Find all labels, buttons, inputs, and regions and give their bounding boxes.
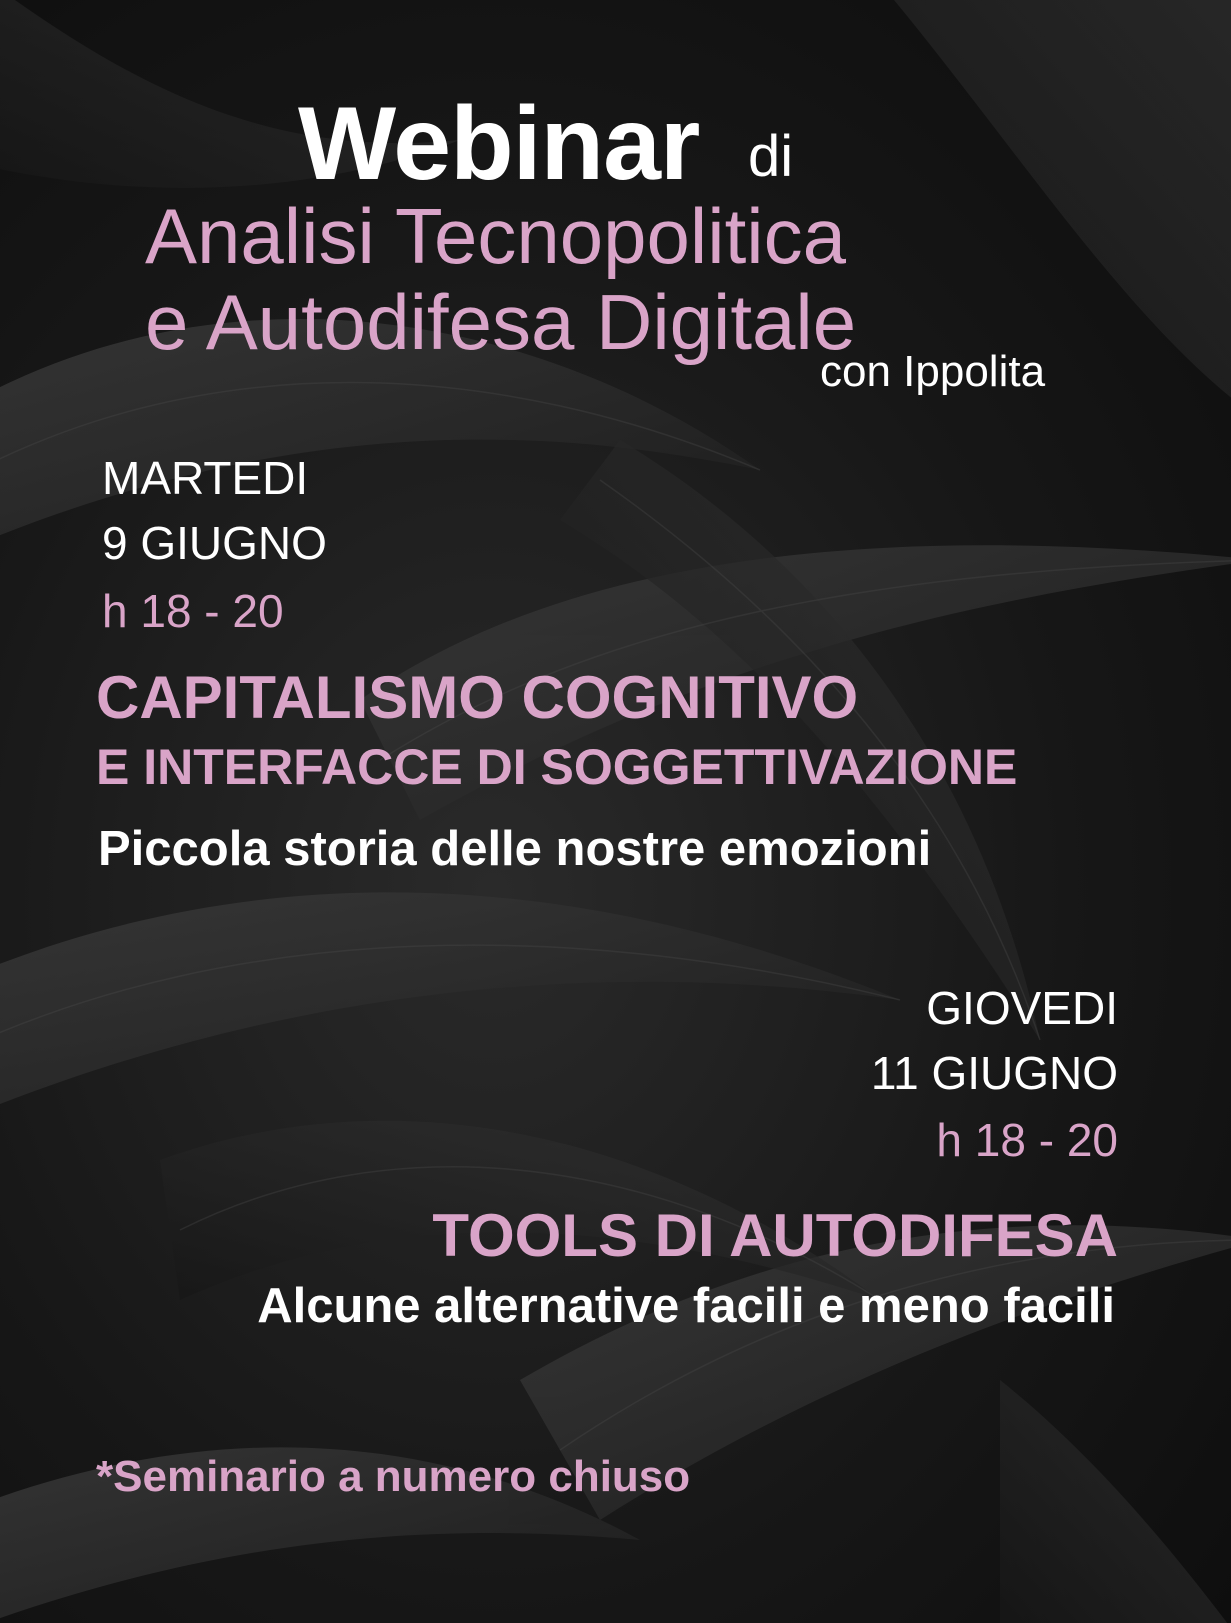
event2-description: Alcune alternative facili e meno facili: [257, 1279, 1115, 1333]
title-line-2: e Autodifesa Digitale: [145, 278, 857, 366]
event1-date: 9 GIUGNO: [102, 517, 327, 569]
event2-day: GIOVEDI: [926, 982, 1118, 1034]
title-host: con Ippolita: [820, 347, 1046, 396]
event1-description: Piccola storia delle nostre emozioni: [98, 822, 932, 876]
closed-seminar-note: *Seminario a numero chiuso: [96, 1452, 691, 1501]
event1-hours: h 18 - 20: [102, 585, 284, 637]
event1-subtitle: E INTERFACCE DI SOGGETTIVAZIONE: [96, 739, 1018, 795]
event2-hours: h 18 - 20: [936, 1114, 1118, 1166]
event2-date: 11 GIUGNO: [870, 1047, 1118, 1099]
title-line-1: Analisi Tecnopolitica: [145, 192, 846, 280]
event2-title: TOOLS DI AUTODIFESA: [432, 1202, 1118, 1269]
title-webinar: Webinar: [298, 86, 700, 202]
event1-day: MARTEDI: [102, 452, 309, 504]
event1-title: CAPITALISMO COGNITIVO: [96, 664, 859, 731]
title-di: di: [748, 124, 794, 189]
